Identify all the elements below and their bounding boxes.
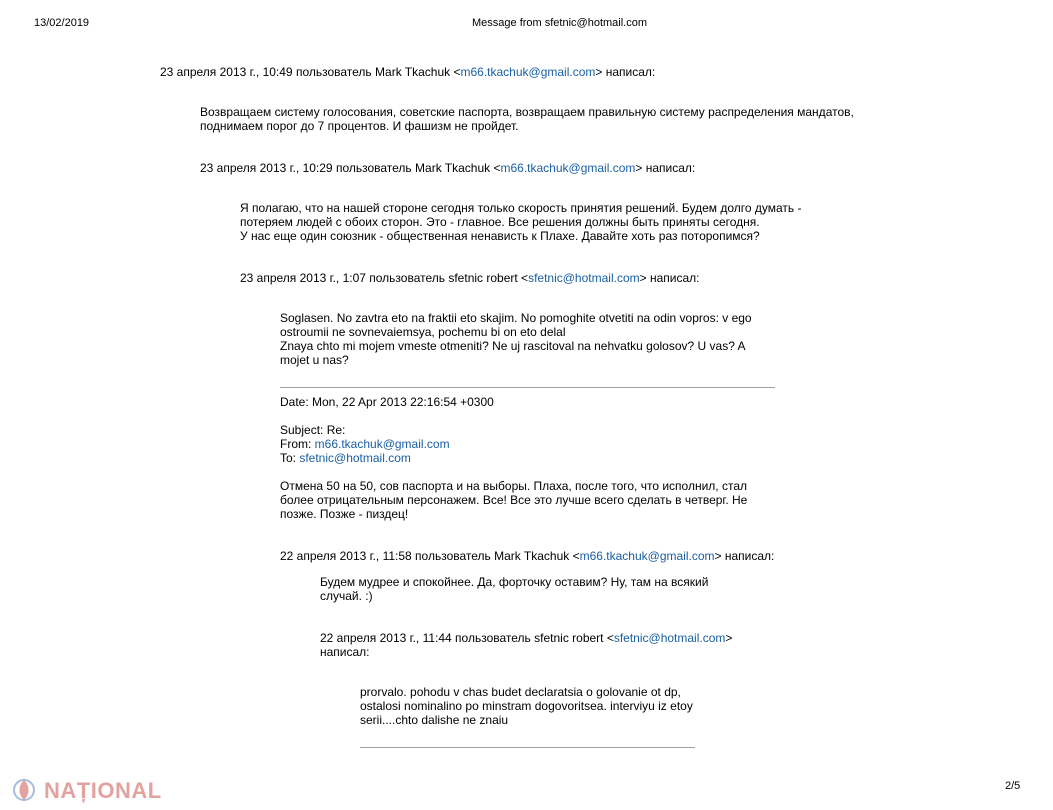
forward-from: From: m66.tkachuk@gmail.com: [280, 437, 450, 451]
print-title: Message from sfetnic@hotmail.com: [472, 17, 648, 29]
divider: [360, 747, 695, 748]
print-date: 13/02/2019: [34, 17, 90, 29]
watermark-logo: [8, 776, 178, 806]
attribution-msg3: 23 апреля 2013 г., 1:07 пользователь sfetnic robert <sfetnic@hotmail.com> написал:: [240, 271, 700, 285]
email-link[interactable]: sfetnic@hotmail.com: [528, 271, 640, 285]
message-body-msg3: Soglasen. No zavtra eto na fraktii eto skajim. No pomoghite otvetiti na odin vopros: v ego ostroumii ne sovnevaiemsya, pochemu bi on eto delal Znaya chto mi mojem vmeste otmeniti? Ne uj rascitoval na nehvatku golosov? U vas? A mojet u nas?: [280, 311, 752, 367]
email-link[interactable]: m66.tkachuk@gmail.com: [579, 549, 715, 563]
email-link[interactable]: m66.tkachuk@gmail.com: [500, 161, 636, 175]
email-link[interactable]: sfetnic@hotmail.com: [299, 451, 411, 465]
forward-to: To: sfetnic@hotmail.com: [280, 451, 411, 465]
attribution-msg4: 22 апреля 2013 г., 11:58 пользователь Mark Tkachuk <m66.tkachuk@gmail.com> написал:: [280, 549, 775, 563]
forward-date: Date: Mon, 22 Apr 2013 22:16:54 +0300: [280, 395, 494, 409]
forward-subject: Subject: Re:: [280, 423, 346, 437]
message-body-msg5: prorvalo. pohodu v chas budet declaratsia o golovanie ot dp, ostalosi nominalino po minstram dogovoritsea. interviyu iz etoy serii....chto dalishe ne znaiu: [360, 685, 693, 727]
message-body-msg1: Возвращаем систему голосования, советские паспорта, возвращаем правильную систему распределения мандатов, поднимаем порог до 7 процентов. И фашизм не пройдет.: [200, 105, 854, 133]
divider: [280, 387, 775, 388]
message-body-forward: Отмена 50 на 50, сов паспорта и на выборы. Плаха, после того, что исполнил, стал более отрицательным персонажем. Все! Все это лучше всего сделать в четверг. Не позже. Позже - пиздец!: [280, 479, 748, 521]
email-link[interactable]: m66.tkachuk@gmail.com: [314, 437, 450, 451]
logo-text: NAȚIONAL: [44, 778, 162, 803]
globe-icon: [12, 778, 36, 802]
email-link[interactable]: sfetnic@hotmail.com: [613, 631, 726, 645]
message-body-msg2: Я полагаю, что на нашей стороне сегодня только скорость принятия решений. Будем долго думать - потеряем людей с обоих сторон. Это - главное. Все решения должны быть приняты сегодня. У нас еще один союзник - общественная ненависть к Плахе. Давайте хоть раз поторопимся?: [240, 201, 802, 243]
page-number: 2/5: [1005, 780, 1021, 792]
email-link[interactable]: m66.tkachuk@gmail.com: [460, 65, 596, 79]
message-body-msg4: Будем мудрее и спокойнее. Да, форточку оставим? Ну, там на всякий случай. :): [320, 575, 709, 603]
attribution-msg5: 22 апреля 2013 г., 11:44 пользователь sfetnic robert <sfetnic@hotmail.com> написал:: [320, 631, 733, 659]
attribution-msg1: 23 апреля 2013 г., 10:49 пользователь Mark Tkachuk <m66.tkachuk@gmail.com> написал:: [160, 65, 656, 79]
attribution-msg2: 23 апреля 2013 г., 10:29 пользователь Mark Tkachuk <m66.tkachuk@gmail.com> написал:: [200, 161, 696, 175]
